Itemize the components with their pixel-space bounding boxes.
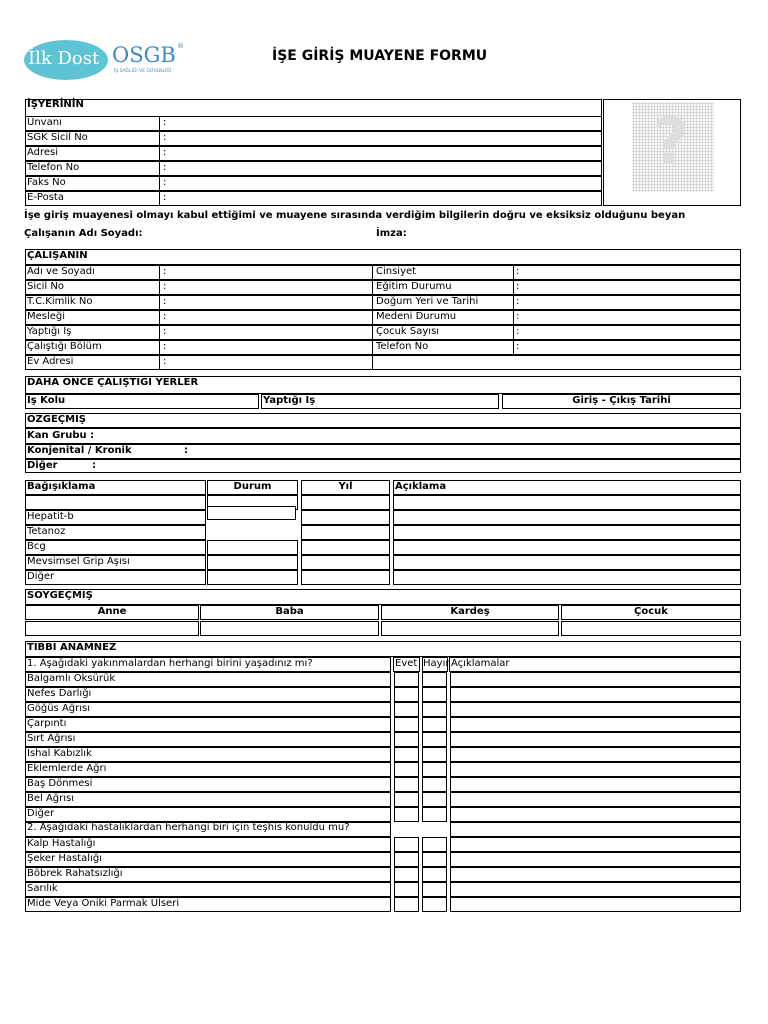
workplace-value-field[interactable] <box>159 146 602 161</box>
workplace-separator: : <box>163 117 167 128</box>
logo-subtitle: İŞ SAĞLIĞI VE GÜVENLİĞİ <box>114 69 172 74</box>
employee-value-field[interactable] <box>159 310 373 325</box>
notes-field[interactable] <box>450 897 741 912</box>
yes-checkbox[interactable] <box>394 717 419 732</box>
workplace-separator: : <box>163 177 167 188</box>
notes-field[interactable] <box>450 882 741 897</box>
employee-separator: : <box>163 296 167 307</box>
no-checkbox[interactable] <box>422 792 447 807</box>
workplace-value-field[interactable] <box>159 116 602 131</box>
yes-checkbox[interactable] <box>394 867 419 882</box>
no-label: Hayır <box>423 658 450 669</box>
question-mark-icon: ? <box>652 106 690 180</box>
workplace-separator: : <box>163 147 167 158</box>
vaccine-name: Mevsimsel Grip Aşısı <box>27 556 130 567</box>
vaccine-year-field[interactable] <box>301 495 390 510</box>
vaccine-status-field[interactable] <box>207 570 298 585</box>
employee-value-field[interactable] <box>513 310 741 325</box>
workplace-label: Adresi <box>27 147 59 158</box>
employee-label: Cinsiyet <box>376 266 417 277</box>
notes-field[interactable] <box>450 732 741 747</box>
employee-label: Doğum Yeri ve Tarihi <box>376 296 479 307</box>
vaccine-year-field[interactable] <box>301 540 390 555</box>
congenital-field[interactable] <box>25 444 741 459</box>
symptom-label: Baş Dönmesi <box>27 778 93 789</box>
no-checkbox[interactable] <box>422 717 447 732</box>
family-col-label: Kardeş <box>450 606 490 617</box>
symptom-cell <box>25 807 391 822</box>
vaccine-status-field[interactable] <box>207 555 298 570</box>
disease-label: Böbrek Rahatsızlığı <box>27 868 123 879</box>
symptom-label: Nefes Darlığı <box>27 688 92 699</box>
yes-checkbox[interactable] <box>394 777 419 792</box>
no-checkbox[interactable] <box>422 852 447 867</box>
family-col-label: Baba <box>275 606 304 617</box>
family-value-field[interactable] <box>561 621 741 636</box>
other-condition-label: Diğer <box>27 460 58 471</box>
employee-label: Ev Adresi <box>27 356 74 367</box>
disease-cell <box>25 882 391 897</box>
symptom-label: Göğüs Ağrısı <box>27 703 91 714</box>
congenital-label: Konjenital / Kronik <box>27 445 132 456</box>
notes-field[interactable] <box>450 807 741 822</box>
disease-label: Sarılık <box>27 883 58 894</box>
no-checkbox[interactable] <box>422 747 447 762</box>
vaccine-row-cell <box>25 495 206 510</box>
employee-value-field[interactable] <box>159 355 373 370</box>
background-heading: ÖZGEÇMİŞ <box>27 414 87 425</box>
vaccine-note-label: Açıklama <box>395 481 447 492</box>
registered-mark: ® <box>177 42 184 50</box>
notes-field[interactable] <box>450 762 741 777</box>
no-checkbox[interactable] <box>422 807 447 822</box>
employee-separator: : <box>516 296 520 307</box>
declaration-text: İşe giriş muayenesi olmayı kabul ettiğimi ve muayene sırasında verdiğim bilgilerin doğru ve eksiksiz olduğunu beyan <box>24 210 686 221</box>
no-checkbox[interactable] <box>422 732 447 747</box>
job-title-label: Yaptığı İş <box>263 395 316 406</box>
no-checkbox[interactable] <box>422 897 447 912</box>
symptom-label: Eklemlerde Ağrı <box>27 763 107 774</box>
background-heading-row <box>25 413 741 428</box>
family-value-field[interactable] <box>200 621 379 636</box>
employee-separator: : <box>516 281 520 292</box>
workplace-heading: İŞYERİNİN <box>27 99 84 110</box>
employee-separator: : <box>516 311 520 322</box>
employee-value-field[interactable] <box>513 265 741 280</box>
notes-field[interactable] <box>450 687 741 702</box>
anamnesis-heading: TIBBİ ANAMNEZ <box>27 642 117 653</box>
notes-field[interactable] <box>450 702 741 717</box>
family-col-label: Anne <box>97 606 127 617</box>
vaccine-note-field[interactable] <box>393 570 741 585</box>
employee-label: Eğitim Durumu <box>376 281 452 292</box>
vaccine-status-field[interactable] <box>207 540 298 555</box>
vaccine-note-field[interactable] <box>393 510 741 525</box>
notes-label: Açıklamalar <box>451 658 510 669</box>
symptom-cell <box>25 732 391 747</box>
home-address-extension[interactable] <box>372 355 741 370</box>
symptom-cell <box>25 792 391 807</box>
workplace-separator: : <box>163 192 167 203</box>
form-title: İŞE GİRİŞ MUAYENE FORMU <box>272 48 488 64</box>
yes-checkbox[interactable] <box>394 702 419 717</box>
logo-brand: OSGB <box>112 43 176 67</box>
vaccine-name: Diğer <box>27 571 55 582</box>
vaccine-year-label: Yıl <box>338 481 353 492</box>
symptom-label: İshal Kabızlık <box>27 748 92 759</box>
yes-checkbox[interactable] <box>394 852 419 867</box>
workplace-separator: : <box>163 162 167 173</box>
employee-separator: : <box>516 266 520 277</box>
disease-label: Şeker Hastalığı <box>27 853 102 864</box>
photo-placeholder <box>603 99 741 206</box>
no-checkbox[interactable] <box>422 882 447 897</box>
employee-label: T.C.Kimlik No <box>27 296 93 307</box>
notes-field[interactable] <box>450 792 741 807</box>
congenital-separator: : <box>184 445 188 456</box>
employee-value-field[interactable] <box>513 325 741 340</box>
employee-value-field[interactable] <box>513 280 741 295</box>
employee-label: Çalıştığı Bölüm <box>27 341 102 352</box>
yes-label: Evet <box>395 658 418 669</box>
no-checkbox[interactable] <box>422 867 447 882</box>
vaccine-name: Tetanoz <box>27 526 66 537</box>
notes-field[interactable] <box>450 747 741 762</box>
disease-label: Mide Veya Oniki Parmak Ülseri <box>27 898 180 909</box>
no-checkbox[interactable] <box>422 777 447 792</box>
symptom-label: Sırt Ağrısı <box>27 733 76 744</box>
yes-checkbox[interactable] <box>394 747 419 762</box>
yes-checkbox[interactable] <box>394 672 419 687</box>
vaccine-status-field[interactable] <box>207 506 296 520</box>
employee-separator: : <box>163 341 167 352</box>
notes-field[interactable] <box>450 777 741 792</box>
notes-field[interactable] <box>450 717 741 732</box>
employee-separator: : <box>163 281 167 292</box>
employee-value-field[interactable] <box>159 280 373 295</box>
workplace-label: SGK Sicil No <box>27 132 88 143</box>
employee-label: Yaptığı İş <box>27 326 72 337</box>
job-sector-label: İş Kolu <box>27 395 66 406</box>
symptom-label: Bel Ağrısı <box>27 793 75 804</box>
employee-name-label: Çalışanın Adı Soyadı: <box>24 228 143 239</box>
signature-label: İmza: <box>376 228 407 239</box>
employee-separator: : <box>163 266 167 277</box>
workplace-label: Ünvanı <box>27 117 62 128</box>
vaccine-note-field[interactable] <box>393 555 741 570</box>
yes-checkbox[interactable] <box>394 837 419 852</box>
yes-checkbox[interactable] <box>394 792 419 807</box>
question-1-text: 1. Aşağıdaki yakınmalardan herhangi birini yaşadınız mı? <box>27 658 313 669</box>
symptom-cell <box>25 717 391 732</box>
vaccine-note-field[interactable] <box>393 495 741 510</box>
job-dates-label: Giriş - Çıkış Tarihi <box>572 395 671 406</box>
employee-separator: : <box>163 311 167 322</box>
workplace-label: E-Posta <box>27 192 64 203</box>
symptom-label: Çarpıntı <box>27 718 67 729</box>
vaccine-name: Hepatit-b <box>27 511 74 522</box>
family-heading-row <box>25 589 741 605</box>
other-condition-separator: : <box>92 460 96 471</box>
employee-value-field[interactable] <box>513 295 741 310</box>
yes-checkbox[interactable] <box>394 762 419 777</box>
workplace-separator: : <box>163 132 167 143</box>
employee-heading: ÇALIŞANIN <box>27 250 88 261</box>
vaccine-year-field[interactable] <box>301 525 390 540</box>
employee-value-field[interactable] <box>159 325 373 340</box>
employee-value-field[interactable] <box>159 340 373 355</box>
notes-field[interactable] <box>450 837 741 852</box>
workplace-value-field[interactable] <box>159 191 602 206</box>
employee-heading-row <box>25 249 741 265</box>
logo-text: İlk Dost <box>28 48 100 69</box>
employee-separator: : <box>163 326 167 337</box>
symptom-label: Diğer <box>27 808 55 819</box>
no-checkbox[interactable] <box>422 702 447 717</box>
yes-checkbox[interactable] <box>394 882 419 897</box>
family-heading: SOYGEÇMİŞ <box>27 590 93 601</box>
vaccine-note-field[interactable] <box>393 525 741 540</box>
blood-group-field[interactable] <box>25 428 741 444</box>
yes-checkbox[interactable] <box>394 732 419 747</box>
photo-silhouette-icon <box>632 102 714 192</box>
yes-checkbox[interactable] <box>394 897 419 912</box>
no-checkbox[interactable] <box>422 762 447 777</box>
notes-field[interactable] <box>450 822 741 837</box>
employee-value-field[interactable] <box>513 340 741 355</box>
employee-value-field[interactable] <box>159 295 373 310</box>
employee-value-field[interactable] <box>159 265 373 280</box>
workplace-value-field[interactable] <box>159 176 602 191</box>
workplace-label: Telefon No <box>27 162 80 173</box>
symptom-label: Balgamlı Öksürük <box>27 673 116 684</box>
employee-separator: : <box>163 356 167 367</box>
other-condition-field[interactable] <box>25 459 741 473</box>
family-value-field[interactable] <box>381 621 559 636</box>
previous-jobs-heading: DAHA ÖNCE ÇALIŞTIĞI YERLER <box>27 377 199 388</box>
vaccine-col-label: Bağışıklama <box>27 481 96 492</box>
no-checkbox[interactable] <box>422 687 447 702</box>
employee-label: Sicil No <box>27 281 64 292</box>
yes-checkbox[interactable] <box>394 807 419 822</box>
workplace-value-field[interactable] <box>159 131 602 146</box>
disease-label: Kalp Hastalığı <box>27 838 96 849</box>
notes-field[interactable] <box>450 867 741 882</box>
employee-separator: : <box>516 341 520 352</box>
question-2-text: 2. Aşağıdaki hastalıklardan herhangi biri için teşhis konuldu mu? <box>27 822 350 833</box>
vaccine-name: Bcg <box>27 541 46 552</box>
yes-checkbox[interactable] <box>394 687 419 702</box>
vaccine-year-field[interactable] <box>301 510 390 525</box>
family-col-label: Çocuk <box>634 606 668 617</box>
workplace-label: Faks No <box>27 177 66 188</box>
employee-label: Çocuk Sayısı <box>376 326 440 337</box>
blood-group-label: Kan Grubu : <box>27 430 95 441</box>
anamnesis-heading-row <box>25 641 741 657</box>
family-value-field[interactable] <box>25 621 199 636</box>
workplace-value-field[interactable] <box>159 161 602 176</box>
no-checkbox[interactable] <box>422 837 447 852</box>
vaccine-note-field[interactable] <box>393 540 741 555</box>
vaccine-year-field[interactable] <box>301 555 390 570</box>
vaccine-row-cell <box>25 540 206 555</box>
no-checkbox[interactable] <box>422 672 447 687</box>
employee-label: Telefon No <box>376 341 429 352</box>
vaccine-year-field[interactable] <box>301 570 390 585</box>
employee-separator: : <box>516 326 520 337</box>
employee-label: Mesleği <box>27 311 66 322</box>
vaccine-status-label: Durum <box>233 481 272 492</box>
employee-label: Adı ve Soyadı <box>27 266 95 277</box>
notes-field[interactable] <box>450 852 741 867</box>
employee-label: Medeni Durumu <box>376 311 457 322</box>
notes-field[interactable] <box>450 672 741 687</box>
